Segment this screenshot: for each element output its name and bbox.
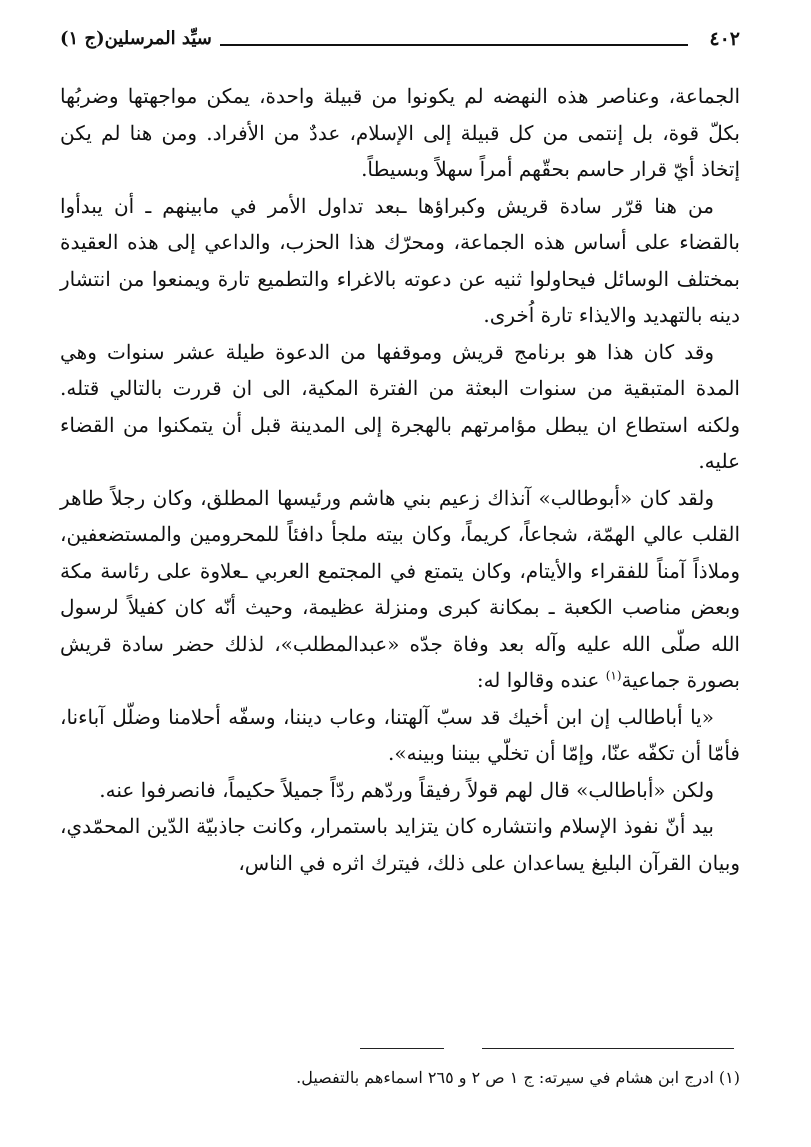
paragraph-3: وقد كان هذا هو برنامج قريش وموقفها من الدعوة طيلة عشر سنوات وهي المدة المتبقية من سنوات البعثة من الفترة المكية، الى ان قررت بالتالي قتله. ولكنه استطاع ان يبطل مؤامرتهم بالهجرة إلى المدينة قبل أن يتمكنوا من القضاء عليه.: [60, 339, 740, 473]
paragraph-1: الجماعة، وعناصر هذه النهضه لم يكونوا من قبيلة واحدة، يمكن مواجهتها وضربُها بكلّ قوة، بل إنتمى من كل قبيلة إلى الإسلام، عددٌ من الأفراد. ومن هنا لم يكن إتخاذ أيّ قرار حاسم بحقّهم أمراً سهلاً وبسيطاً.: [60, 84, 740, 181]
page-header: [60, 28, 740, 58]
footnote-rule-long: [482, 1048, 734, 1049]
page-number: ٤٠٢: [709, 28, 740, 50]
paragraph-7: بيد أنّ نفوذ الإسلام وانتشاره كان يتزايد باستمرار، وكانت جاذبيّة الدّين المحمّدي، وبيان القرآن البليغ يساعدان على ذلك، فيترك اثره في الناس،: [60, 814, 740, 875]
header-rule: [220, 44, 688, 46]
footnote-marker: (١): [605, 668, 622, 683]
paragraph-6: ولكن «أباطالب» قال لهم قولاً رفيقاً وردّهم ردّاً جميلاً حكيماً، فانصرفوا عنه.: [99, 777, 714, 802]
paragraph-4-text: ولقد كان «أبوطالب» آنذاك زعيم بني هاشم ورئيسها المطلق، وكان رجلاً طاهر القلب عالي الهمّة، شجاعاً، كريماً، وكان بيته ملجأ دافئاً للمحرومين والمستضعفين، وملاذاً آمناً للفقراء والأيتام، وكان يتمتع في المجتمع العربي ـعلاوة على رئاسة مكة وبعض مناصب الكعبة ـ بمكانة كبرى ومنزلة عظيمة، وحيث أنّه كان كفيلاً لرسول الله صلّى الله عليه وآله بعد وفاة جدّه «عبدالمطلب»، لذلك حضر سادة قريش بصورة جماعية: [60, 485, 740, 692]
body-text: [60, 78, 740, 881]
paragraph-4-tail: عنده وقالوا له:: [476, 668, 606, 692]
running-title: سيِّد المرسلين(ج ١): [60, 28, 212, 49]
footnote-rule-short: [360, 1048, 444, 1049]
paragraph-5-quote: «يا أباطالب إن ابن أخيك قد سبّ آلهتنا، وعاب ديننا، وسفّه أحلامنا وضلّل آباءنا، فأمّا أن تكفّه عنّا، وإمّا أن تخلّي بيننا وبينه».: [60, 704, 740, 765]
paragraph-2: من هنا قرّر سادة قريش وكبراؤها ـبعد تداول الأمر في مابينهم ـ أن يبدأوا بالقضاء على أساس هذه الجماعة، ومحرّك هذا الحزب، والداعي إلى هذه العقيدة بمختلف الوسائل فيحاولوا ثنيه عن دعوته بالاغراء والتطميع تارة ويمنعوا من انتشار دينه بالتهديد والايذاء تارة اُخرى.: [60, 193, 740, 327]
footnote: (١) ادرج ابن هشام في سيرته: ج ١ ص ٢ و ٢٦٥ اسماءهم بالتفصيل.: [296, 1068, 740, 1087]
paragraph-4: [60, 480, 740, 699]
